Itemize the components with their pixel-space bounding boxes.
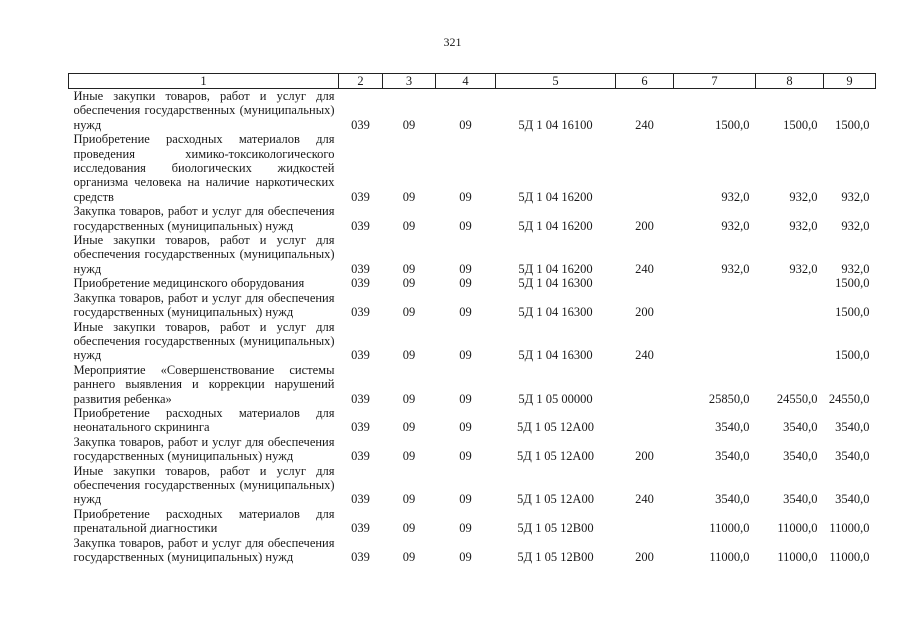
cell-amount-year3: 1500,0: [835, 348, 870, 363]
cell-amount-year3: 3540,0: [835, 420, 870, 435]
cell-ministry: 039: [351, 492, 370, 507]
cell-amount-year3: 932,0: [841, 218, 870, 233]
cell-target-article: 5Д 1 04 16300: [518, 305, 593, 320]
cell-amount-year1: 3540,0: [715, 449, 750, 464]
column-header: 3: [383, 74, 436, 89]
column-header: 6: [616, 74, 674, 89]
cell-amount-year3: 1500,0: [835, 305, 870, 320]
table-row: [69, 435, 876, 464]
table-row: [69, 291, 876, 320]
cell-subsection: 09: [459, 492, 472, 507]
cell-ministry: 039: [351, 305, 370, 320]
column-header: 8: [756, 74, 824, 89]
cell-expense-type: [616, 363, 674, 406]
table-row: [69, 320, 876, 363]
cell-target-article: 5Д 1 04 16300: [518, 348, 593, 363]
cell-section: 09: [402, 305, 416, 320]
cell-subsection: 09: [459, 117, 472, 132]
cell-expense-type: [616, 406, 674, 435]
cell-ministry: 039: [351, 276, 370, 291]
cell-target-article: 5Д 1 05 12В00: [517, 521, 594, 536]
table-body: [69, 89, 876, 565]
cell-amount-year2: 1500,0: [783, 117, 818, 132]
row-description: Иные закупки товаров, работ и услуг для обеспечения государственных (муниципальных) нужд: [73, 463, 335, 507]
cell-target-article: 5Д 1 05 12В00: [517, 550, 594, 564]
cell-amount-year2: 932,0: [789, 218, 818, 233]
cell-target-article: 5Д 1 04 16200: [518, 189, 593, 204]
cell-section: 09: [402, 276, 416, 291]
cell-amount-year3: 3540,0: [835, 449, 870, 464]
table-header: [69, 74, 876, 89]
cell-expense-type: 240: [635, 348, 654, 363]
cell-ministry: 039: [351, 391, 370, 406]
cell-expense-type: [616, 132, 674, 204]
cell-amount-year1: [674, 276, 756, 290]
cell-amount-year3: 1500,0: [835, 276, 870, 291]
cell-amount-year1: 11000,0: [709, 521, 750, 536]
budget-table: [68, 73, 876, 564]
row-description: Приобретение медицинского оборудования: [73, 276, 305, 291]
cell-subsection: 09: [459, 521, 472, 536]
cell-expense-type: 200: [635, 218, 654, 233]
cell-subsection: 09: [459, 189, 472, 204]
cell-ministry: 039: [351, 218, 370, 233]
cell-section: 09: [402, 261, 416, 276]
cell-amount-year1: 25850,0: [708, 391, 750, 406]
cell-target-article: 5Д 1 04 16300: [518, 276, 593, 291]
table-row: [69, 276, 876, 290]
column-header: 1: [69, 74, 339, 89]
cell-amount-year3: 3540,0: [835, 492, 870, 507]
cell-section: 09: [402, 420, 416, 435]
row-description: Приобретение расходных материалов для проведения химико-токсикологического исследования биологических жидкостей организма человека на наличие наркотических средств: [73, 132, 335, 204]
cell-target-article: 5Д 1 05 12А00: [517, 420, 594, 435]
row-description: Мероприятие «Совершенствование системы раннего выявления и коррекции нарушений развития ребенка»: [73, 362, 335, 406]
cell-amount-year1: [674, 320, 756, 363]
cell-expense-type: 200: [635, 550, 654, 564]
cell-amount-year1: 11000,0: [709, 550, 750, 564]
cell-subsection: 09: [459, 449, 472, 464]
table-row: [69, 406, 876, 435]
cell-amount-year2: 11000,0: [777, 521, 818, 536]
cell-amount-year2: [756, 276, 824, 290]
row-description: Закупка товаров, работ и услуг для обеспечения государственных (муниципальных) нужд: [73, 434, 335, 464]
cell-target-article: 5Д 1 05 12А00: [517, 492, 594, 507]
cell-expense-type: 240: [635, 117, 654, 132]
header-row: [69, 74, 876, 89]
table-row: [69, 89, 876, 133]
cell-amount-year1: 3540,0: [715, 420, 750, 435]
cell-amount-year3: 11000,0: [829, 550, 870, 564]
cell-amount-year2: 932,0: [789, 261, 818, 276]
cell-target-article: 5Д 1 04 16200: [518, 218, 593, 233]
table-row: [69, 204, 876, 233]
cell-ministry: 039: [351, 348, 370, 363]
cell-amount-year3: 932,0: [841, 189, 870, 204]
column-header: 2: [339, 74, 383, 89]
cell-amount-year3: 11000,0: [829, 521, 870, 536]
cell-ministry: 039: [351, 449, 370, 464]
row-description: Иные закупки товаров, работ и услуг для обеспечения государственных (муниципальных) нужд: [73, 233, 335, 276]
cell-section: 09: [402, 492, 416, 507]
cell-amount-year3: 24550,0: [828, 391, 870, 406]
cell-section: 09: [402, 550, 416, 564]
cell-expense-type: 200: [635, 449, 654, 464]
cell-amount-year1: 3540,0: [715, 492, 750, 507]
cell-subsection: 09: [459, 348, 472, 363]
cell-expense-type: [616, 507, 674, 536]
cell-section: 09: [402, 218, 416, 233]
cell-subsection: 09: [459, 305, 472, 320]
row-description: Закупка товаров, работ и услуг для обеспечения государственных (муниципальных) нужд: [73, 290, 335, 320]
cell-expense-type: 240: [635, 261, 654, 276]
cell-target-article: 5Д 1 04 16200: [518, 261, 593, 276]
column-header: 4: [436, 74, 496, 89]
cell-amount-year1: 932,0: [721, 261, 750, 276]
table-row: [69, 464, 876, 507]
cell-ministry: 039: [351, 550, 370, 564]
cell-expense-type: [616, 276, 674, 290]
cell-subsection: 09: [459, 391, 472, 406]
cell-amount-year1: 932,0: [721, 218, 750, 233]
cell-amount-year2: 11000,0: [777, 550, 818, 564]
cell-section: 09: [402, 189, 416, 204]
cell-amount-year2: 24550,0: [776, 391, 818, 406]
cell-section: 09: [402, 521, 416, 536]
cell-amount-year2: 3540,0: [783, 449, 818, 464]
cell-subsection: 09: [459, 261, 472, 276]
page-number: 321: [443, 35, 462, 49]
table-row: [69, 132, 876, 204]
table-row: [69, 233, 876, 276]
cell-ministry: 039: [351, 521, 370, 536]
row-description: Приобретение расходных материалов для пренатальной диагностики: [73, 506, 335, 536]
table-row: [69, 363, 876, 406]
cell-amount-year3: 932,0: [841, 261, 870, 276]
cell-expense-type: 240: [635, 492, 654, 507]
cell-ministry: 039: [351, 261, 370, 276]
column-header: 9: [824, 74, 876, 89]
cell-amount-year3: 1500,0: [835, 117, 870, 132]
cell-expense-type: 200: [635, 305, 654, 320]
row-description: Иные закупки товаров, работ и услуг для обеспечения государственных (муниципальных) нужд: [73, 319, 335, 363]
cell-section: 09: [402, 117, 416, 132]
cell-amount-year1: 932,0: [721, 189, 750, 204]
cell-section: 09: [402, 391, 416, 406]
cell-target-article: 5Д 1 04 16100: [518, 117, 593, 132]
cell-amount-year1: 1500,0: [715, 117, 750, 132]
cell-subsection: 09: [459, 420, 472, 435]
column-header: 7: [674, 74, 756, 89]
cell-amount-year2: 3540,0: [783, 420, 818, 435]
row-description: Приобретение расходных материалов для неонатального скрининга: [73, 405, 335, 435]
row-description: Закупка товаров, работ и услуг для обеспечения государственных (муниципальных) нужд: [73, 204, 335, 233]
table-row: [69, 507, 876, 536]
cell-subsection: 09: [459, 218, 472, 233]
cell-subsection: 09: [459, 276, 472, 291]
cell-amount-year2: 932,0: [789, 189, 818, 204]
cell-section: 09: [402, 348, 416, 363]
cell-target-article: 5Д 1 05 12А00: [517, 449, 594, 464]
cell-ministry: 039: [351, 117, 370, 132]
row-description: Иные закупки товаров, работ и услуг для обеспечения государственных (муниципальных) нужд: [73, 89, 335, 132]
row-description: Закупка товаров, работ и услуг для обеспечения государственных (муниципальных) нужд: [73, 535, 335, 564]
column-header: 5: [496, 74, 616, 89]
cell-amount-year1: [674, 291, 756, 320]
table-row: [69, 536, 876, 565]
cell-amount-year2: [756, 291, 824, 320]
cell-section: 09: [402, 449, 416, 464]
cell-target-article: 5Д 1 05 00000: [518, 391, 593, 406]
cell-subsection: 09: [459, 550, 472, 564]
cell-amount-year2: 3540,0: [783, 492, 818, 507]
cell-amount-year2: [756, 320, 824, 363]
cell-ministry: 039: [351, 420, 370, 435]
cell-ministry: 039: [351, 189, 370, 204]
